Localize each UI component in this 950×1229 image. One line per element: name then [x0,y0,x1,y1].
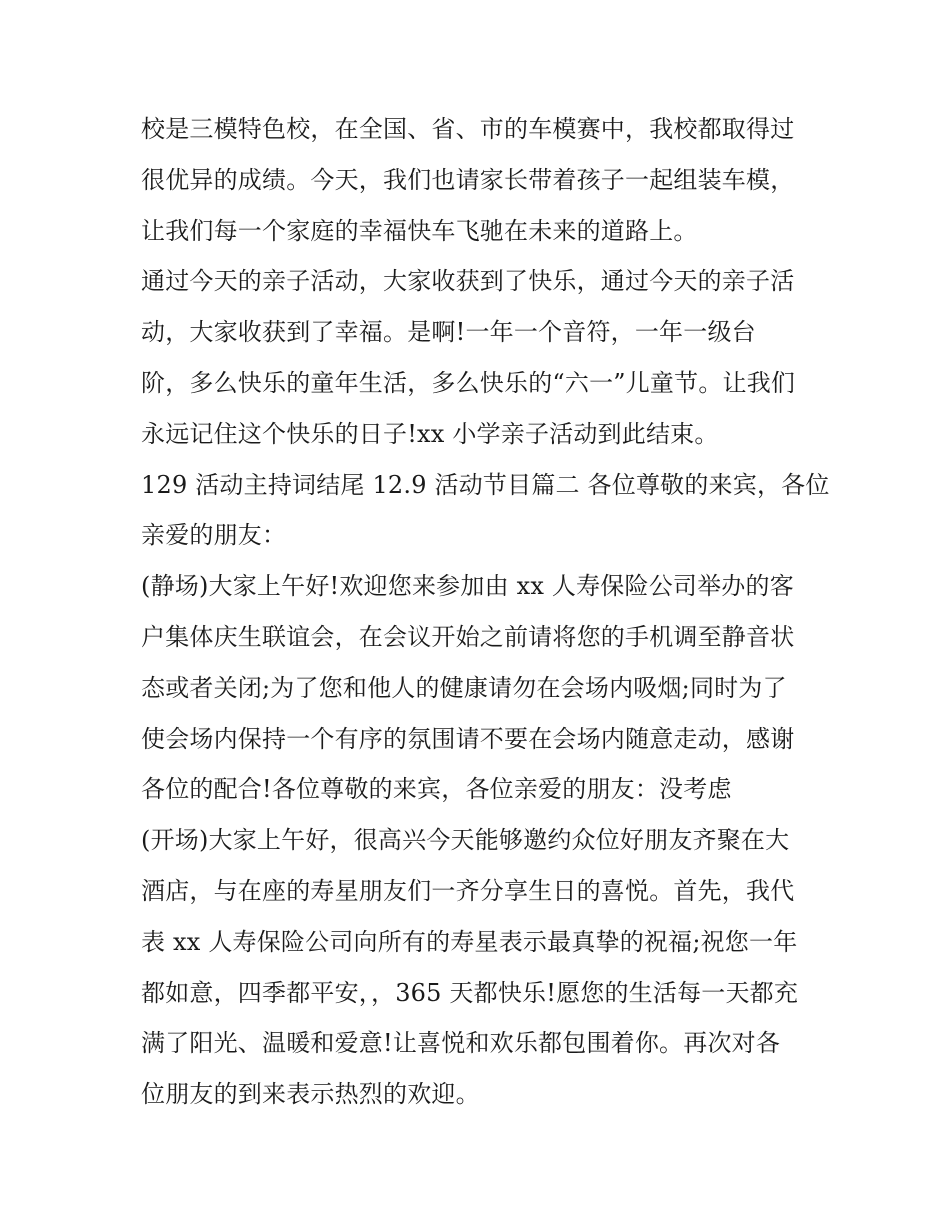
text-line: 永远记住这个快乐的日子!xx 小学亲子活动到此结束。 [141,419,719,448]
document-body [141,104,830,1120]
text-line: 动，大家收获到了幸福。是啊!一年一个音符，一年一级台 [141,318,756,347]
text-line: 通过今天的亲子活动，大家收获到了快乐，通过今天的亲子活 [141,267,795,296]
text-line: 129 活动主持词结尾 12.9 活动节目篇二 各位尊敬的来宾，各位 [141,470,830,499]
text-line: 亲爱的朋友： [141,521,287,550]
text-line: 让我们每一个家庭的幸福快车飞驰在未来的道路上。 [141,216,698,245]
text-line: 位朋友的到来表示热烈的欢迎。 [141,1080,480,1109]
text-line: 各位的配合!各位尊敬的来宾，各位亲爱的朋友：没考虑 [141,775,732,804]
text-line: 都如意，四季都平安，，365 天都快乐!愿您的生活每一天都充 [141,978,799,1007]
text-line: 表 xx 人寿保险公司向所有的寿星表示最真挚的祝福;祝您一年 [141,927,798,956]
text-line: (开场)大家上午好，很高兴今天能够邀约众位好朋友齐聚在大 [141,826,790,855]
text-line: 态或者关闭;为了您和他人的健康请勿在会场内吸烟;同时为了 [141,673,787,702]
text-line: 使会场内保持一个有序的氛围请不要在会场内随意走动，感谢 [141,724,795,753]
text-line: 很优异的成绩。今天，我们也请家长带着孩子一起组装车模， [141,165,795,194]
text-line: (静场)大家上午好!欢迎您来参加由 xx 人寿保险公司举办的客 [141,572,794,601]
text-line: 酒店，与在座的寿星朋友们一齐分享生日的喜悦。首先，我代 [141,876,795,905]
text-line: 校是三模特色校，在全国、省、市的车模赛中，我校都取得过 [141,115,795,143]
text-line: 户集体庆生联谊会，在会议开始之前请将您的手机调至静音状 [141,622,795,651]
text-line: 阶，多么快乐的童年生活，多么快乐的“六一”儿童节。让我们 [141,368,796,397]
text-line: 满了阳光、温暖和爱意!让喜悦和欢乐都包围着你。再次对各 [141,1029,781,1058]
